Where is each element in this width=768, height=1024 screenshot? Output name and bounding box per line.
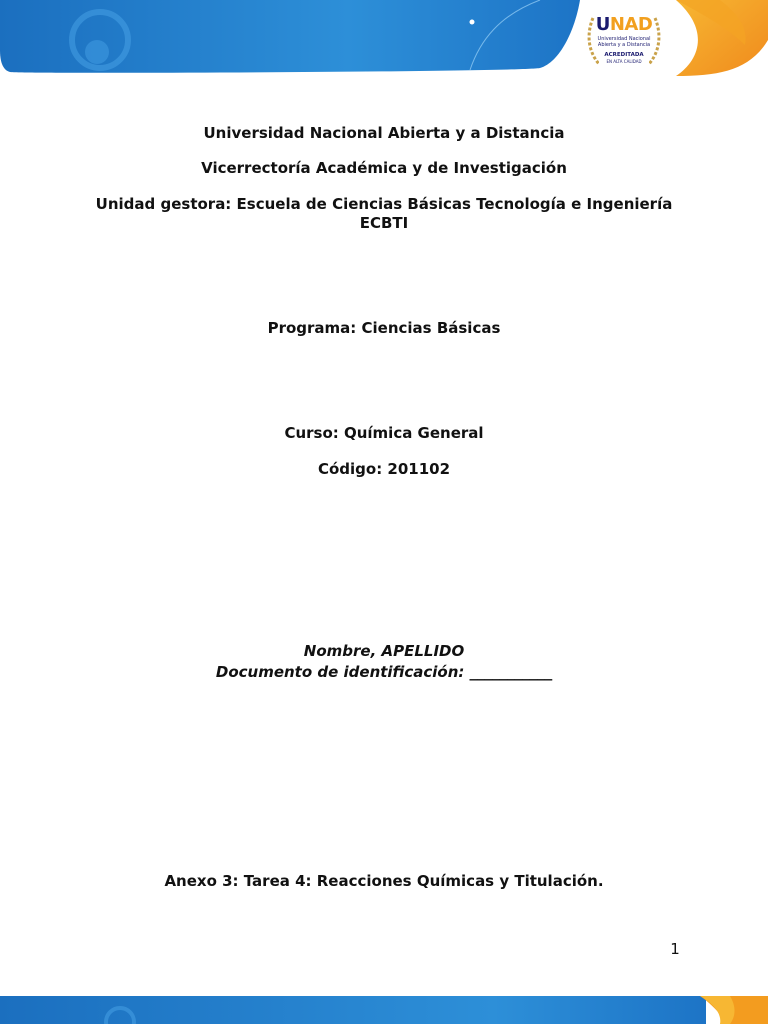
footer-banner: [0, 992, 768, 1024]
page-number: 1: [670, 940, 680, 958]
vice-rectory: Vicerrectoría Académica y de Investigación: [201, 159, 567, 177]
managing-unit-line2: ECBTI: [359, 214, 409, 232]
logo-brand: UNAD: [595, 14, 653, 35]
managing-unit-line1: Unidad gestora: Escuela de Ciencias Básicas Tecnología e Ingeniería: [95, 195, 673, 213]
student-name: Nombre, APELLIDO: [303, 642, 465, 660]
program-title: Programa: Ciencias Básicas: [267, 319, 501, 337]
institution-name: Universidad Nacional Abierta y a Distancia: [203, 124, 565, 142]
footer-graphic: [0, 992, 768, 1024]
logo-accreditation: ACREDITADA: [604, 52, 644, 58]
annex-title: Anexo 3: Tarea 4: Reacciones Químicas y Titulación.: [164, 872, 604, 890]
logo-accreditation-sub: EN ALTA CALIDAD: [606, 59, 642, 64]
course-title: Curso: Química General: [284, 424, 484, 442]
unad-logo: [583, 6, 665, 74]
id-document-field: Documento de identificación: ___________: [215, 663, 553, 681]
course-code: Código: 201102: [317, 460, 451, 478]
logo-subtitle: Universidad Nacional Abierta y a Distancia: [597, 36, 651, 48]
header-banner: [0, 0, 768, 80]
